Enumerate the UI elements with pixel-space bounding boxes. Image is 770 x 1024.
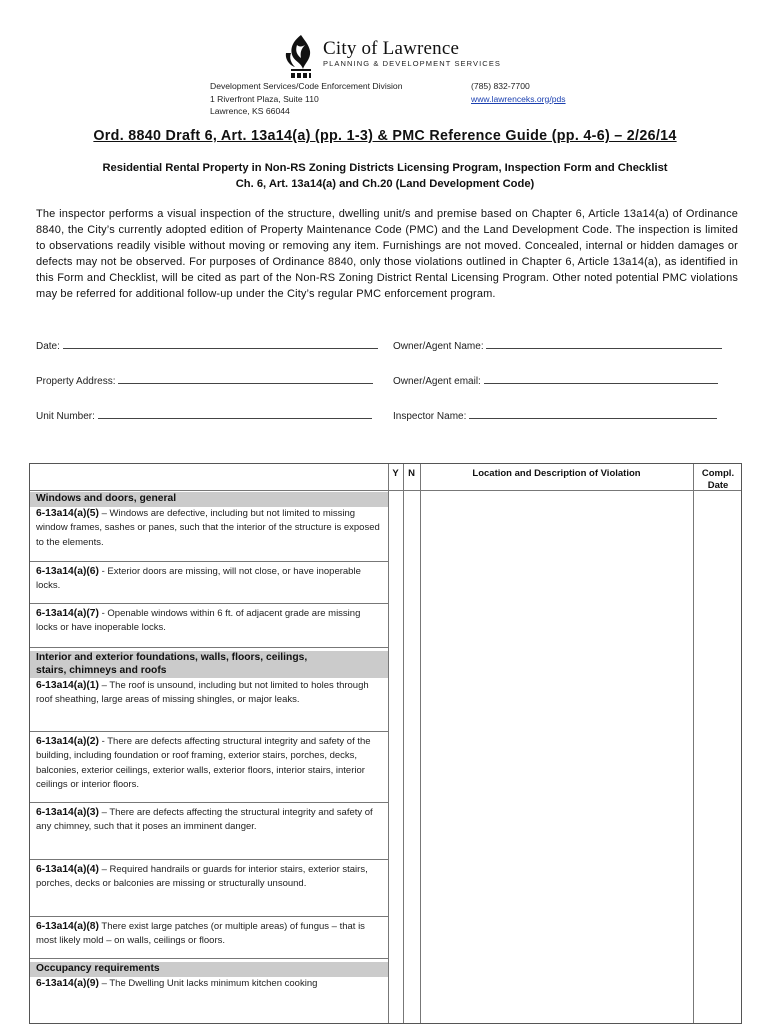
subtitle-line: Ch. 6, Art. 13a14(a) and Ch.20 (Land Development Code) (235, 178, 535, 190)
item-text: – The roof is unsound, including but not limited to holes through roof sheathing, large areas of missing shingles, or major leaks. (36, 680, 369, 706)
intro-paragraph: The inspector performs a visual inspection of the structure, dwelling unit/s and premise based on Chapter 6, Article 13a14(a) of Ordinance 8840, the City’s currently adopted edition of Property Maintenance Code (PMC) and the Land Development Code. The inspection is limited to observations readily visible without moving or removing any item. Furnishings are not moved. Concealed, internal or hidden damages or defects may not be observed. For purposes of Ordinance 8840, only those violations outlined in Chapter 6, Article 13a14(a), as identified in this Form and Checklist, will be cited as part of the Non-RS Zoning District Rental Licensing Program. Other noted potential PMC violations may be referred for additional follow-up under the City’s regular PMC enforcement program. (36, 208, 738, 301)
checklist-item (30, 863, 388, 892)
mailing-address (210, 80, 403, 118)
document-subtitle (0, 160, 770, 192)
item-code: 6-13a14(a)(7) (36, 608, 99, 619)
item-text: – Windows are defective, including but not limited to missing window frames, sashes or panes, such that the interior of the structure is exposed to the elements. (36, 508, 380, 548)
column-divider (693, 464, 694, 1023)
address-line: 1 Riverfront Plaza, Suite 110 (210, 93, 319, 104)
document-title: Ord. 8840 Draft 6, Art. 13a14(a) (pp. 1-3) & PMC Reference Guide (pp. 4-6) – 2/26/14 (93, 128, 677, 144)
item-text: – The Dwelling Unit lacks minimum kitchen cooking (98, 978, 318, 989)
address-line: Lawrence, KS 66044 (210, 106, 290, 116)
section-title-line: stairs, chimneys and roofs (36, 664, 167, 676)
item-text: There exist large patches (or multiple areas) of fungus – that is most likely mold – on walls, ceilings or floors. (36, 921, 365, 947)
section-header-structure (30, 651, 388, 678)
checklist-item (30, 607, 388, 636)
checklist-item (30, 735, 388, 793)
row-divider (30, 731, 388, 732)
item-text: – There are defects affecting the structural integrity and safety of any chimney, such that it poses an imminent danger. (36, 807, 373, 833)
date-label: Date: (36, 341, 60, 352)
row-divider (30, 802, 388, 803)
item-text: - There are defects affecting structural integrity and safety of the building, including foundation or roof framing, exterior stairs, porches, decks, balconies, exterior ceilings, exterior walls, exterior floors, interior stairs, interior ceilings or interior floors. (36, 736, 371, 791)
row-divider (30, 859, 388, 860)
inspector-name-field[interactable] (393, 410, 717, 422)
column-divider (420, 464, 421, 1023)
owner-name-label: Owner/Agent Name: (393, 341, 484, 352)
column-divider (388, 464, 389, 1023)
owner-name-field[interactable] (393, 340, 722, 352)
unit-number-blank[interactable] (98, 410, 372, 419)
section-title-line: Interior and exterior foundations, walls, floors, ceilings, (36, 652, 308, 663)
col-header-yes: Y (392, 468, 399, 479)
item-code: 6-13a14(a)(6) (36, 566, 99, 577)
checklist-item (30, 679, 388, 708)
col-header-no: N (408, 468, 415, 479)
date-blank[interactable] (63, 340, 378, 349)
phone-number: (785) 832-7700 (471, 81, 530, 91)
checklist-item (30, 920, 388, 949)
item-text: - Exterior doors are missing, will not close, or have inoperable locks. (36, 566, 361, 592)
item-code: 6-13a14(a)(9) (36, 978, 99, 989)
inspector-name-blank[interactable] (469, 410, 717, 419)
org-brand (323, 38, 501, 68)
row-divider (30, 647, 388, 648)
checklist-item (30, 806, 388, 835)
checklist-item (30, 565, 388, 594)
item-code: 6-13a14(a)(1) (36, 680, 99, 691)
item-code: 6-13a14(a)(8) (36, 921, 99, 932)
item-code: 6-13a14(a)(3) (36, 807, 99, 818)
property-address-field[interactable] (36, 375, 373, 387)
unit-number-field[interactable] (36, 410, 372, 422)
row-divider (30, 603, 388, 604)
subtitle-line: Residential Rental Property in Non-RS Zoning Districts Licensing Program, Inspection Form and Checklist (102, 162, 668, 174)
item-code: 6-13a14(a)(5) (36, 508, 99, 519)
col-header-date: Date (707, 480, 729, 491)
item-code: 6-13a14(a)(2) (36, 736, 99, 747)
owner-email-field[interactable] (393, 375, 718, 387)
item-text: – Required handrails or guards for interior stairs, exterior stairs, porches, decks or balconies are missing or structurally unsound. (36, 864, 368, 890)
checklist-item (30, 977, 388, 991)
row-divider (30, 958, 388, 959)
inspector-name-label: Inspector Name: (393, 411, 467, 422)
contact-info (471, 80, 566, 105)
unit-number-label: Unit Number: (36, 411, 95, 422)
owner-name-blank[interactable] (486, 340, 722, 349)
item-code: 6-13a14(a)(4) (36, 864, 99, 875)
section-header-windows-doors: Windows and doors, general (30, 492, 388, 507)
org-subtitle: PLANNING & DEVELOPMENT SERVICES (323, 59, 502, 68)
org-name: City of Lawrence (323, 38, 460, 59)
col-header-location: Location and Description of Violation (472, 468, 641, 479)
date-field[interactable] (36, 340, 378, 352)
item-text: - Openable windows within 6 ft. of adjacent grade are missing locks or have inoperable locks. (36, 608, 361, 634)
checklist-item (30, 507, 388, 550)
col-header-compl-date (693, 468, 742, 492)
column-divider (403, 464, 404, 1023)
row-divider (30, 561, 388, 562)
city-logo-icon (283, 33, 319, 79)
section-header-occupancy: Occupancy requirements (30, 962, 388, 977)
website-link[interactable]: www.lawrenceks.org/pds (471, 93, 566, 104)
owner-email-label: Owner/Agent email: (393, 376, 481, 387)
letterhead (0, 0, 770, 120)
owner-email-blank[interactable] (484, 375, 718, 384)
header-divider (30, 490, 741, 491)
col-header-compl: Compl. (701, 468, 735, 479)
property-address-label: Property Address: (36, 376, 116, 387)
property-address-blank[interactable] (118, 375, 373, 384)
inspection-checklist-table (29, 463, 742, 1024)
address-line: Development Services/Code Enforcement Division (210, 81, 403, 91)
row-divider (30, 916, 388, 917)
